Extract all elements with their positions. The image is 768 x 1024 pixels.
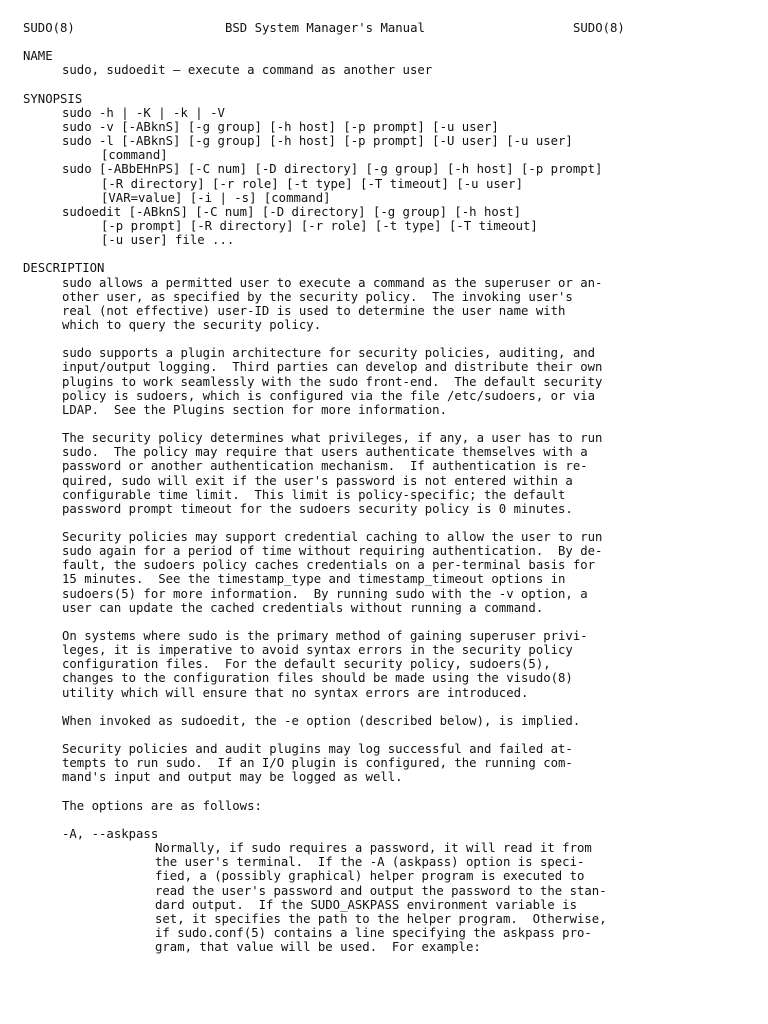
blank-line [23, 785, 753, 799]
description-line: configuration files. For the default security policy, sudoers(5), [62, 657, 551, 672]
synopsis-line: [VAR=value] [-i | -s] [command] [101, 190, 331, 205]
section-heading-description: DESCRIPTION [23, 261, 105, 276]
synopsis-line: [-p prompt] [-R directory] [-r role] [-t type] [-T timeout] [101, 218, 538, 233]
description-line: sudo. The policy may require that users authenticate themselves with a [62, 445, 588, 460]
synopsis-line: [-R directory] [-r role] [-t type] [-T timeout] [-u user] [101, 176, 523, 191]
description-line: quired, sudo will exit if the user's password is not entered within a [62, 473, 573, 488]
description-line: sudo supports a plugin architecture for security policies, auditing, and [62, 346, 596, 361]
description-line: On systems where sudo is the primary method of gaining superuser privi- [62, 629, 588, 644]
option-flag: -A, --askpass [62, 827, 159, 842]
description-line: configurable time limit. This limit is policy-specific; the default [62, 487, 566, 502]
section-heading-synopsis: SYNOPSIS [23, 91, 83, 106]
synopsis-line: sudo -l [-ABknS] [-g group] [-h host] [-p prompt] [-U user] [-u user] [62, 134, 573, 149]
description-line: sudo again for a period of time without requiring authentication. By de- [62, 544, 603, 559]
option-description-line: gram, that value will be used. For example: [155, 940, 481, 955]
description-line: 15 minutes. See the timestamp_type and timestamp_timeout options in [62, 572, 566, 587]
name-description: sudo, sudoedit — execute a command as another user [62, 63, 433, 78]
blank-line [23, 615, 753, 629]
blank-line [23, 516, 753, 530]
synopsis-line: [-u user] file ... [101, 233, 235, 248]
page-content [23, 49, 753, 954]
option-description-line: Normally, if sudo requires a password, it will read it from [155, 841, 592, 856]
description-line: policy is sudoers, which is configured via the file /etc/sudoers, or via [62, 388, 596, 403]
synopsis-line: sudoedit [-ABknS] [-C num] [-D directory] [-g group] [-h host] [62, 204, 522, 219]
description-line: LDAP. See the Plugins section for more information. [62, 402, 447, 417]
option-description-line: the user's terminal. If the -A (askpass) option is speci- [155, 855, 585, 870]
option-description-line: read the user's password and output the password to the stan- [155, 883, 607, 898]
description-line: tempts to run sudo. If an I/O plugin is configured, the running com- [62, 756, 573, 771]
description-line: sudo allows a permitted user to execute a command as the superuser or an- [62, 275, 603, 290]
description-line: When invoked as sudoedit, the -e option (described below), is implied. [62, 713, 581, 728]
synopsis-line: sudo -v [-ABknS] [-g group] [-h host] [-p prompt] [-u user] [62, 119, 499, 134]
description-line: user can update the cached credentials without running a command. [62, 600, 544, 615]
synopsis-line: sudo -h | -K | -k | -V [62, 105, 225, 120]
synopsis-line: sudo [-ABbEHnPS] [-C num] [-D directory] [-g group] [-h host] [-p prompt] [62, 162, 603, 177]
section-heading-name: NAME [23, 49, 53, 64]
description-line: plugins to work seamlessly with the sudo front-end. The default security [62, 374, 603, 389]
description-line: Security policies may support credential caching to allow the user to run [62, 530, 603, 545]
page-header [23, 21, 753, 35]
description-line: which to query the security policy. [62, 317, 322, 332]
description-line: The security policy determines what privileges, if any, a user has to run [62, 431, 603, 446]
blank-line [23, 247, 753, 261]
description-line: real (not effective) user-ID is used to determine the user name with [62, 303, 566, 318]
blank-line [23, 78, 753, 92]
man-page [23, 21, 753, 954]
description-line: leges, it is imperative to avoid syntax errors in the security policy [62, 643, 573, 658]
description-line: mand's input and output may be logged as well. [62, 770, 403, 785]
synopsis-line: [command] [101, 148, 168, 163]
blank-line [23, 332, 753, 346]
header-left-title: SUDO(8) [23, 21, 75, 35]
header-center-title: BSD System Manager's Manual [225, 21, 425, 35]
description-line: password prompt timeout for the sudoers security policy is 0 minutes. [62, 501, 573, 516]
description-line: password or another authentication mechanism. If authentication is re- [62, 459, 588, 474]
description-line: fault, the sudoers policy caches credentials on a per-terminal basis for [62, 558, 596, 573]
description-line: utility which will ensure that no syntax errors are introduced. [62, 685, 529, 700]
description-line: input/output logging. Third parties can develop and distribute their own [62, 360, 603, 375]
description-line: changes to the configuration files should be made using the visudo(8) [62, 671, 573, 686]
description-line: other user, as specified by the security policy. The invoking user's [62, 289, 573, 304]
blank-line [23, 700, 753, 714]
option-description-line: if sudo.conf(5) contains a line specifying the askpass pro- [155, 926, 592, 940]
description-line: The options are as follows: [62, 798, 262, 813]
option-description-line: set, it specifies the path to the helper program. Otherwise, [155, 911, 607, 926]
blank-line [23, 35, 753, 49]
description-line: sudoers(5) for more information. By running sudo with the -v option, a [62, 586, 588, 601]
blank-line [23, 813, 753, 827]
option-description-line: dard output. If the SUDO_ASKPASS environment variable is [155, 897, 577, 912]
option-description-line: fied, a (possibly graphical) helper program is executed to [155, 869, 585, 884]
blank-line [23, 728, 753, 742]
header-right-title: SUDO(8) [573, 21, 625, 35]
blank-line [23, 417, 753, 431]
description-line: Security policies and audit plugins may log successful and failed at- [62, 742, 573, 757]
